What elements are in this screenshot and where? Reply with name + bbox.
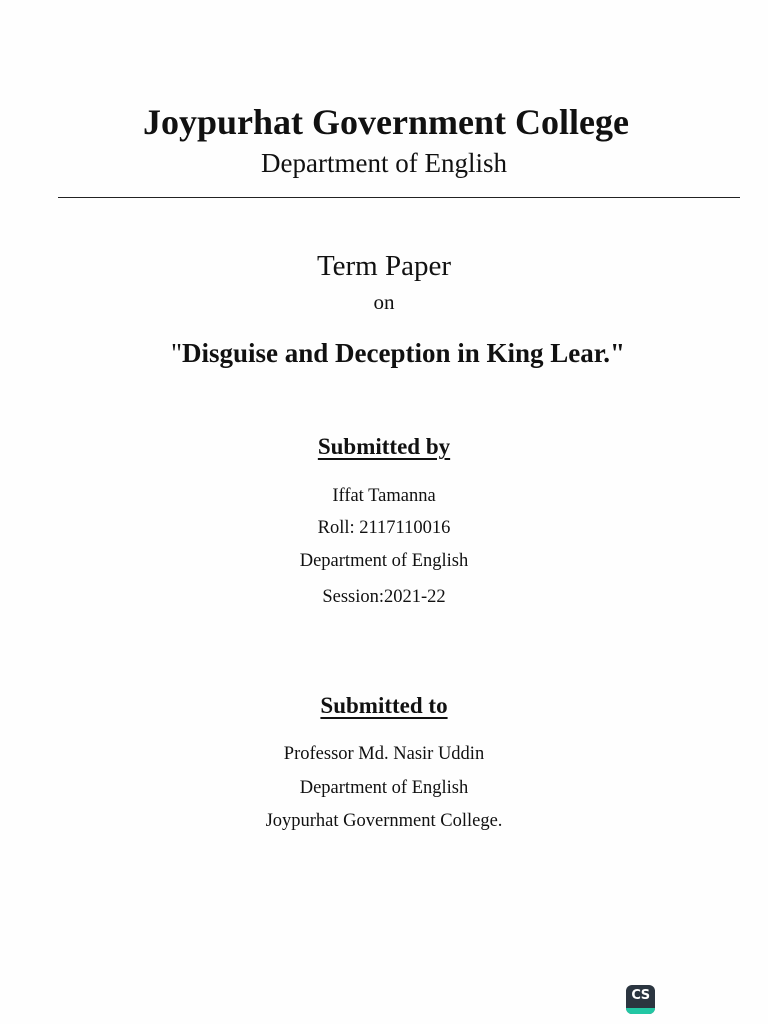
student-session: Session:2021-22 <box>322 587 446 607</box>
supervisor-department: Department of English <box>299 778 469 798</box>
submitted-by-heading: Submitted by <box>317 434 451 459</box>
student-department: Department of English <box>299 551 469 571</box>
submitted-to-heading: Submitted to <box>320 693 448 718</box>
supervisor-name: Professor Md. Nasir Uddin <box>283 744 485 764</box>
student-name: Iffat Tamanna <box>332 486 436 506</box>
camscanner-logo-icon <box>626 985 655 1014</box>
camscanner-logo-strip <box>626 1008 655 1014</box>
paper-title <box>14 336 768 370</box>
title-open-quote: " <box>170 338 182 368</box>
student-roll: Roll: 2117110016 <box>317 518 451 538</box>
college-name: Joypurhat Government College <box>143 102 629 142</box>
title-text: Disguise and Deception in King Lear." <box>181 338 626 368</box>
document-type: Term Paper <box>316 250 452 282</box>
title-connector: on <box>373 290 395 314</box>
camscanner-logo-letters: CS <box>631 988 650 1003</box>
department-header: Department of English <box>261 148 507 178</box>
header-divider <box>58 197 740 198</box>
supervisor-institution: Joypurhat Government College. <box>265 811 503 831</box>
